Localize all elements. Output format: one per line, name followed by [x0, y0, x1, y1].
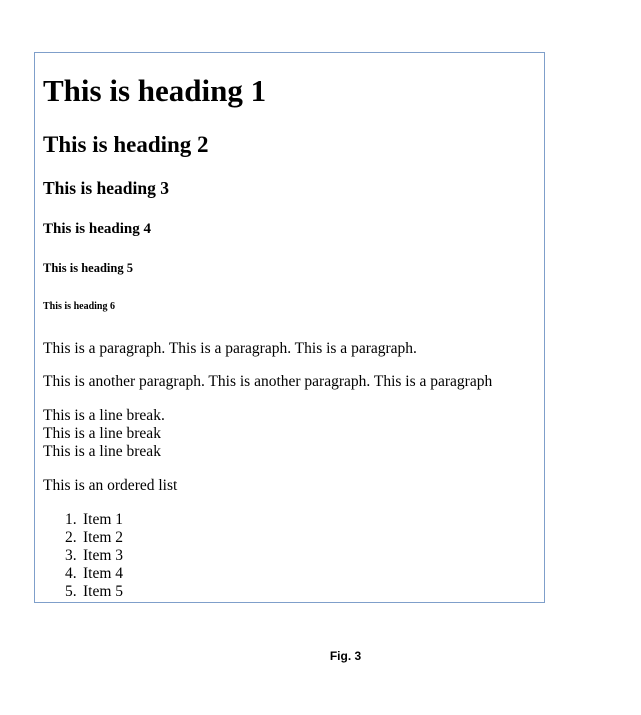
list-item-number: 5. [65, 583, 77, 600]
line-break-line-1: This is a line break. [43, 407, 165, 424]
heading-4: This is heading 4 [43, 221, 151, 237]
line-break-line-2: This is a line break [43, 425, 161, 442]
list-item-number: 2. [65, 529, 77, 546]
list-item-label: Item 2 [83, 529, 124, 546]
paragraph-2: This is another paragraph. This is another paragraph. This is a paragraph [43, 373, 493, 390]
list-item-label: Item 3 [83, 547, 124, 564]
heading-5: This is heading 5 [43, 261, 133, 275]
list-item [43, 529, 123, 547]
list-item [43, 547, 123, 565]
list-item-label: Item 1 [83, 511, 124, 528]
heading-2: This is heading 2 [43, 132, 209, 157]
ordered-list-intro: This is an ordered list [43, 477, 178, 494]
list-item [43, 511, 123, 529]
figure-caption: Fig. 3 [329, 649, 362, 663]
list-item-label: Item 5 [83, 583, 124, 600]
heading-3: This is heading 3 [43, 178, 169, 198]
heading-1: This is heading 1 [43, 73, 267, 108]
list-item [43, 565, 123, 583]
list-item-number: 1. [65, 511, 77, 528]
list-item-label: Item 4 [83, 565, 124, 582]
heading-6: This is heading 6 [43, 301, 115, 312]
line-break-line-3: This is a line break [43, 443, 161, 460]
paragraph-1: This is a paragraph. This is a paragraph. This is a paragraph. [43, 340, 417, 357]
list-item-number: 3. [65, 547, 77, 564]
ordered-list [43, 511, 123, 601]
list-item-number: 4. [65, 565, 77, 582]
browser-render-frame [34, 52, 545, 603]
list-item [43, 583, 123, 601]
